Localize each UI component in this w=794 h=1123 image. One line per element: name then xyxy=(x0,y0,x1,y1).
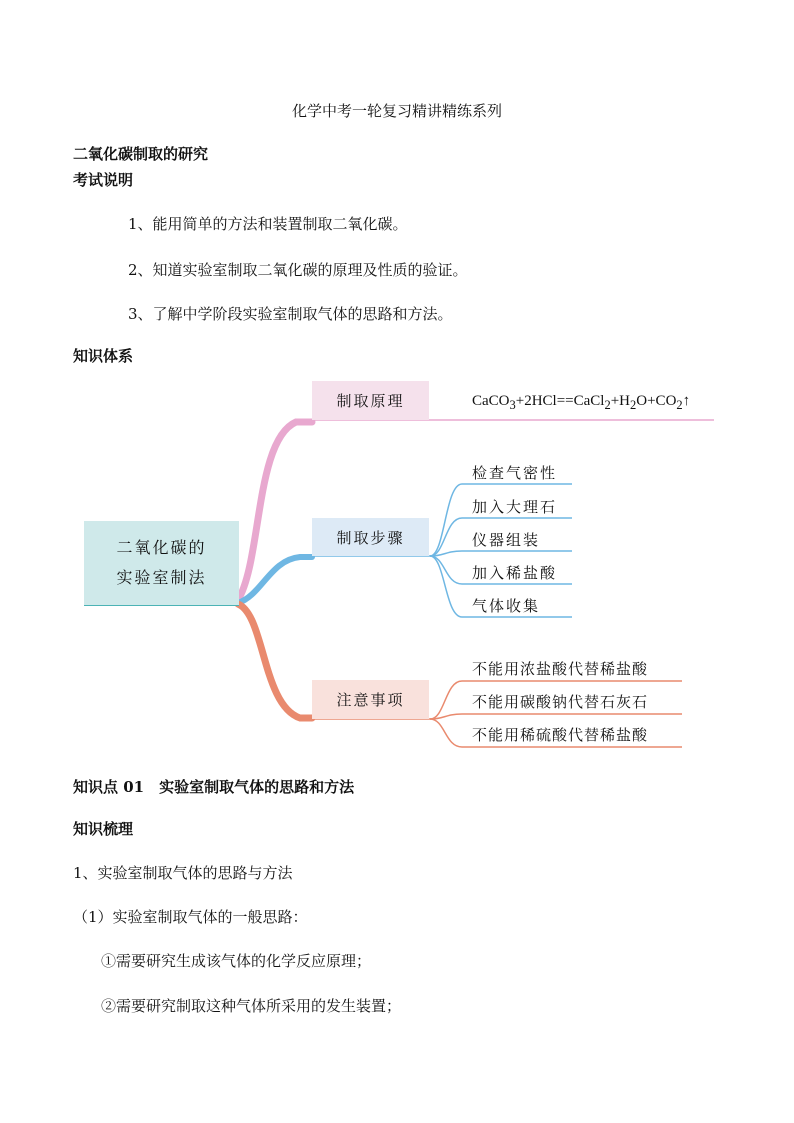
step-item: 气体收集 xyxy=(472,597,541,615)
exam-heading: 考试说明 xyxy=(73,171,134,189)
body-line: （1）实验室制取气体的一般思路： xyxy=(73,908,308,926)
reaction-equation: $CaCO_3+2HCl==CaCl_2+H_2O+CO_2↑$ xyxy=(472,393,691,412)
node-label: 制取原理 xyxy=(336,392,405,410)
body-line: ②需要研究制取这种气体所采用的发生装置； xyxy=(101,997,402,1015)
mindmap-node-notes xyxy=(312,680,429,719)
note-item: 不能用稀硫酸代替稀盐酸 xyxy=(472,726,649,744)
body-line: 1、实验室制取气体的思路与方法 xyxy=(73,864,293,882)
note-item: 不能用浓盐酸代替稀盐酸 xyxy=(472,660,649,678)
node-label: 制取步骤 xyxy=(336,528,405,547)
page-title: 二氧化碳制取的研究 xyxy=(73,145,209,163)
central-line-1: 二氧化碳的 xyxy=(116,538,207,557)
exam-item: 2、知道实验室制取二氧化碳的原理及性质的验证。 xyxy=(128,261,468,279)
step-item: 检查气密性 xyxy=(472,464,558,482)
step-item: 加入大理石 xyxy=(472,498,558,516)
review-heading: 知识梳理 xyxy=(73,820,134,838)
step-item: 加入稀盐酸 xyxy=(472,564,558,582)
mindmap-central-node xyxy=(84,521,239,605)
mindmap-node-steps xyxy=(312,518,429,556)
node-label: 注意事项 xyxy=(336,691,405,709)
central-line-2: 实验室制法 xyxy=(116,568,207,587)
note-item: 不能用碳酸钠代替石灰石 xyxy=(472,693,649,711)
exam-item: 3、了解中学阶段实验室制取气体的思路和方法。 xyxy=(128,305,453,323)
system-heading: 知识体系 xyxy=(73,347,134,365)
exam-item: 1、能用简单的方法和装置制取二氧化碳。 xyxy=(128,215,408,233)
knowledge-point-heading: 知识点 01 实验室制取气体的思路和方法 xyxy=(73,778,355,796)
step-item: 仪器组装 xyxy=(472,531,541,549)
page-header: 化学中考一轮复习精讲精练系列 xyxy=(291,102,502,120)
body-line: ①需要研究生成该气体的化学反应原理； xyxy=(101,952,372,970)
mindmap-node-principle xyxy=(312,381,429,420)
